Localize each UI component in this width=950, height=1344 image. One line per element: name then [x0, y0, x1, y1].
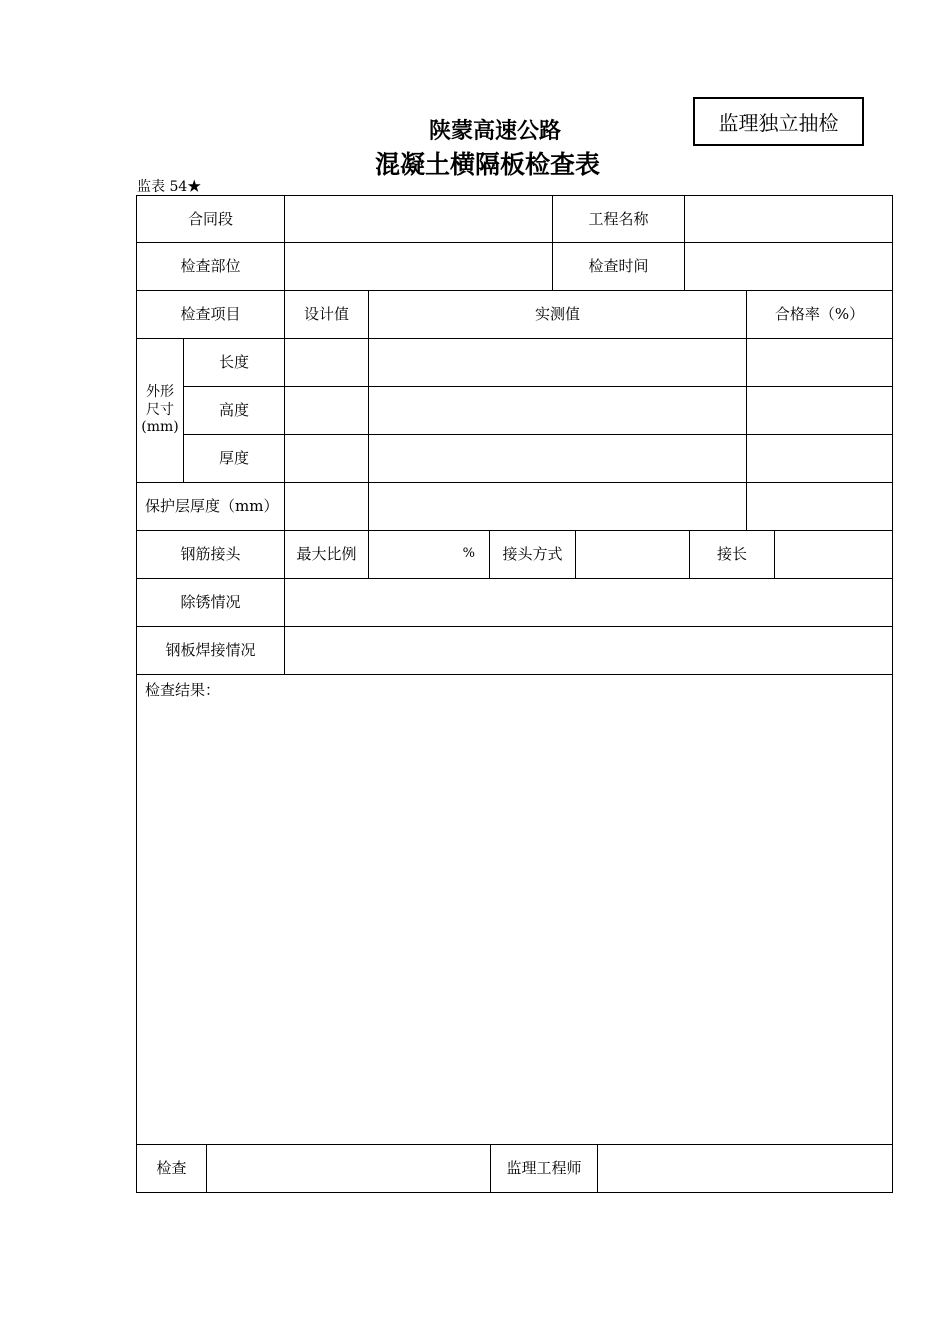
measured-value-header: 实测值	[368, 290, 747, 339]
length-measured-field[interactable]	[368, 338, 747, 387]
project-title: 陕蒙高速公路	[428, 119, 561, 144]
cover-pass-rate-field[interactable]	[746, 482, 893, 531]
height-measured-field[interactable]	[368, 386, 747, 435]
pass-rate-header: 合格率（%）	[746, 290, 893, 339]
length-pass-rate-field[interactable]	[746, 338, 893, 387]
inspection-time-field[interactable]	[684, 242, 893, 291]
cover-design-field[interactable]	[284, 482, 369, 531]
project-name-label: 工程名称	[552, 195, 685, 243]
inspection-time-label: 检查时间	[552, 242, 685, 291]
inspector-label: 检查	[136, 1144, 207, 1193]
inspector-signature-field[interactable]	[206, 1144, 491, 1193]
lap-length-field[interactable]	[774, 530, 893, 579]
max-ratio-label: 最大比例	[284, 530, 369, 579]
rebar-joint-label: 钢筋接头	[136, 530, 285, 579]
inspection-result-area[interactable]	[136, 674, 893, 1145]
plate-welding-field[interactable]	[284, 626, 893, 675]
inspection-item-header: 检查项目	[136, 290, 285, 339]
form-title: 混凝土横隔板检查表	[374, 150, 600, 179]
thickness-label: 厚度	[183, 434, 285, 483]
inspection-location-label: 检查部位	[136, 242, 285, 291]
engineer-signature-field[interactable]	[597, 1144, 893, 1193]
max-ratio-field[interactable]	[368, 530, 490, 579]
height-pass-rate-field[interactable]	[746, 386, 893, 435]
plate-welding-label: 钢板焊接情况	[136, 626, 285, 675]
joint-method-label: 接头方式	[489, 530, 576, 579]
dimension-group-label: 外形尺寸(mm)	[136, 338, 184, 483]
contract-section-label: 合同段	[136, 195, 285, 243]
thickness-pass-rate-field[interactable]	[746, 434, 893, 483]
cover-thickness-label: 保护层厚度（mm）	[136, 482, 285, 531]
joint-method-field[interactable]	[575, 530, 690, 579]
thickness-measured-field[interactable]	[368, 434, 747, 483]
project-name-field[interactable]	[684, 195, 893, 243]
lap-length-label: 接长	[689, 530, 775, 579]
length-label: 长度	[183, 338, 285, 387]
thickness-design-field[interactable]	[284, 434, 369, 483]
design-value-header: 设计值	[284, 290, 369, 339]
form-number: 监表 54★	[137, 179, 202, 195]
height-label: 高度	[183, 386, 285, 435]
inspection-result-label: 检查结果：	[145, 681, 221, 699]
independent-inspection-stamp: 监理独立抽检	[693, 97, 864, 146]
rust-removal-label: 除锈情况	[136, 578, 285, 627]
length-design-field[interactable]	[284, 338, 369, 387]
engineer-label: 监理工程师	[490, 1144, 598, 1193]
percent-unit: %	[462, 546, 475, 562]
rust-removal-field[interactable]	[284, 578, 893, 627]
cover-measured-field[interactable]	[368, 482, 747, 531]
inspection-location-field[interactable]	[284, 242, 553, 291]
contract-section-field[interactable]	[284, 195, 553, 243]
height-design-field[interactable]	[284, 386, 369, 435]
